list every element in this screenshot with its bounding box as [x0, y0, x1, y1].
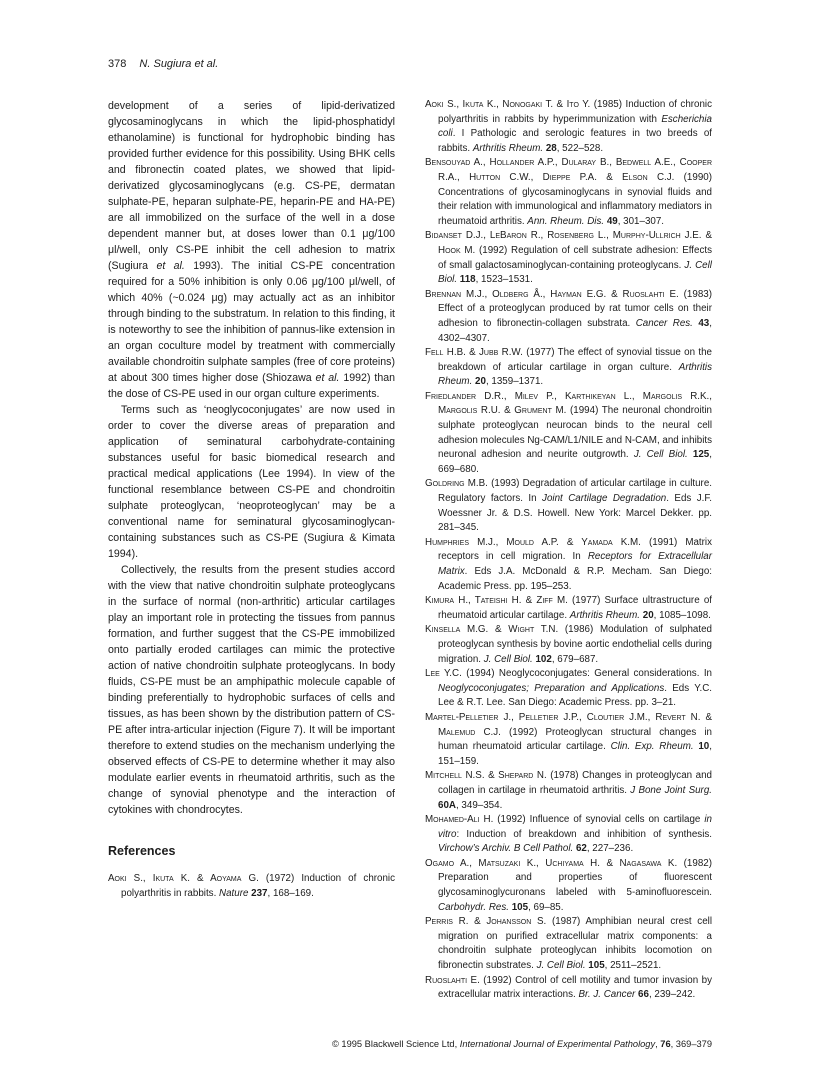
- reference-authors: Friedlander D.R., Milev P., Karthikeyan L., Margolis R.K., Margolis R.U. & Grument M.: [425, 390, 712, 417]
- reference-authors: Fell H.B. & Jubb R.W.: [425, 347, 527, 359]
- reference-item: Kinsella M.G. & Wight T.N. (1986) Modulation of sulphated proteoglycan synthesis by bovine aortic endothelial cells during migration. J. Cell Biol. 102, 679–687.: [425, 624, 712, 665]
- reference-authors: Aoki S., Ikuta K., Nonogaki T. & Ito Y.: [425, 99, 594, 110]
- reference-item: Perris R. & Johansson S. (1987) Amphibian neural crest cell migration on purified extracellular matrix components: a chondroitin sulphate proteoglycan inhibits locomotion on fibronectin substrates. J. Cell Biol. 105, 2511–2521.: [425, 916, 712, 972]
- reference-item: Friedlander D.R., Milev P., Karthikeyan L., Margolis R.K., Margolis R.U. & Grument M. (1994) The neuronal chondroitin sulphate proteoglycan neurocan binds to the neural cell adhesion molecules Ng-CAM/L1/NILE and N-CAM, and inhibits neuronal adhesion and neurite outgrowth. J. Cell Biol. 125, 669–680.: [425, 390, 712, 475]
- reference-item: Ruoslahti E. (1992) Control of cell motility and tumor invasion by extracellular matrix interactions. Br. J. Cancer 66, 239–242.: [425, 974, 712, 1001]
- body-paragraphs: [108, 98, 395, 818]
- reference-authors: Bidanset D.J., LeBaron R., Rosenberg L., Murphy-Ullrich J.E. & Hook M.: [425, 230, 712, 256]
- reference-authors: Perris R. & Johansson S.: [425, 916, 552, 928]
- reference-authors: Martel-Pelletier J., Pelletier J.P., Cloutier J.M., Revert N. & Malemud C.J.: [425, 711, 712, 738]
- reference-item: Kimura H., Tateishi H. & Ziff M. (1977) Surface ultrastructure of rheumatoid articular cartilage. Arthritis Rheum. 20, 1085–1098.: [425, 595, 712, 621]
- reference-item: Ogamo A., Matsuzaki K., Uchiyama H. & Nagasawa K. (1982) Preparation and properties of fluorescent glycosaminoglycuronans labeled with 5-aminofluorescein. Carbohydr. Res. 105, 69–85.: [425, 857, 712, 913]
- reference-item: Goldring M.B. (1993) Degradation of articular cartilage in culture. Regulatory factors. In Joint Cartilage Degradation. Eds J.F. Woessner Jr. & D.S. Howell. New York: Marcel Dekker. pp. 281–345.: [425, 478, 712, 534]
- reference-authors: Kimura H., Tateishi H. & Ziff M.: [425, 595, 573, 607]
- references-left: [108, 872, 395, 901]
- reference-item: Brennan M.J., Oldberg Å., Hayman E.G. & Ruoslahti E. (1983) Effect of a proteoglycan produced by rat tumor cells on their adhesion to fibronectin-collagen substrata. Cancer Res. 43, 4302–4307.: [425, 288, 712, 344]
- reference-authors: Ogamo A., Matsuzaki K., Uchiyama H. & Nagasawa K.: [425, 857, 684, 869]
- copyright-footer: © 1995 Blackwell Science Ltd, International Journal of Experimental Pathology, 76, 369–379: [331, 1039, 712, 1049]
- reference-authors: Bensouyad A., Hollander A.P., Dularay B., Bedwell A.E., Cooper R.A., Hutton C.W., Dieppe P.A. & Elson C.J.: [425, 157, 712, 183]
- right-column: [425, 98, 712, 1003]
- reference-item: Martel-Pelletier J., Pelletier J.P., Cloutier J.M., Revert N. & Malemud C.J. (1992) Proteoglycan structural changes in human rheumatoid articular cartilage. Clin. Exp. Rheum. 10, 151–159.: [425, 711, 712, 767]
- references-heading: References: [108, 844, 176, 858]
- reference-item: Bensouyad A., Hollander A.P., Dularay B., Bedwell A.E., Cooper R.A., Hutton C.W., Dieppe P.A. & Elson C.J. (1990) Concentrations of glycosaminoglycans in synovial fluids and their relation with immunological and inflammatory mediators in rheumatoid arthritis. Ann. Rheum. Dis. 49, 301–307.: [425, 157, 712, 227]
- reference-item: Mitchell N.S. & Shepard N. (1978) Changes in proteoglycan and collagen in cartilage in rheumatoid arthritis. J Bone Joint Surg. 60A, 349–354.: [425, 770, 712, 811]
- reference-item: Humphries M.J., Mould A.P. & Yamada K.M. (1991) Matrix receptors in cell migration. In Receptors for Extracellular Matrix. Eds J.A. McDonald & R.P. Mecham. San Diego: Academic Press. pp. 195–253.: [425, 536, 712, 592]
- body-paragraph: development of a series of lipid-derivatized glycosaminoglycans in which the lipid-phosphatidyl ethanolamine) is functional for hydrophobic binding has provided further evidence for this possibility. Using BHK cells and fibronectin coated plates, we showed that lipid-derivatized glycosaminoglycans (e.g. CS-PE, dermatan sulphate-PE, heparan sulphate-PE, heparin-PE and HA-PE) are all immobilized on the surface of the well in a dose dependent manner but, at doses lower than 0.1 μg/100 μl/well, only CS-PE inhibit the cell adhesion to matrix (Sugiura et al. 1993). The initial CS-PE concentration required for a 50% inhibition is only 0.06 μg/100 μl/well, of which 40% (~0.024 μg) may actually act as an inhibitor through binding to the substratum. In relation to this finding, it is noteworthy to see the inhibition of pannus-like extension in an organ coculture model by treatment with commercially available chondroitin sulphate samples (free of core proteins) at about 300 times higher dose (Shiozawa et al. 1992) than the dose of CS-PE used in our organ culture experiments.: [108, 100, 396, 400]
- reference-authors: Lee Y.C.: [425, 668, 467, 680]
- running-header: [108, 58, 712, 70]
- reference-authors: Humphries M.J., Mould A.P. & Yamada K.M.: [425, 536, 649, 548]
- body-paragraph: Collectively, the results from the present studies accord with the view that native chondroitin sulphate proteoglycans in the surface of normal (non-arthritic) articular cartilages play an important role in protecting the tissues from pannus formation, and further suggest that the CS-PE immobilized onto partially eroded cartilages can mimic the protective action of native chondroitin sulphate proteoglycans. In body fluids, CS-PE must be an amphipathic molecule capable of binding preferentially to hydrophobic surfaces of cells and tissues, as has been shown by the distribution pattern of CS-PE after intra-articular injection (Figure 7). It will be important therefore to extend studies on the mechanism underlying the observed effects of CS-PE to determine whether it may also modulate earlier events in rheumatoid arthritis, such as the change of synovial phenotype and the interaction of cytokines with chondrocytes.: [108, 564, 395, 816]
- reference-item: Lee Y.C. (1994) Neoglycoconjugates: General considerations. In Neoglycoconjugates; Preparation and Applications. Eds Y.C. Lee & R.T. Lee. San Diego: Academic Press. pp. 3–21.: [425, 668, 712, 709]
- left-column: [108, 98, 395, 1003]
- body-paragraph: Terms such as ‘neoglycoconjugates’ are now used in order to cover the diverse areas of preparation and application of seminatural carbohydrate-containing substances useful for basic biomedical research and practical medical applications (Lee 1994). In view of the functional resemblance between CS-PE and chondroitin sulphate proteoglycan, ‘neoproteoglycan’ may be a conventional name for seminatural glycosaminoglycan-containing substances such as CS-PE (Sugiura & Kimata 1994).: [108, 404, 395, 560]
- references-right: [425, 98, 712, 1003]
- reference-item: Mohamed-Ali H. (1992) Influence of synovial cells on cartilage in vitro: Induction of breakdown and inhibition of synthesis. Virchow’s Archiv. B Cell Pathol. 62, 227–236.: [425, 814, 712, 855]
- reference-authors: Aoki S., Ikuta K. & Aoyama G.: [108, 873, 266, 884]
- reference-item: Fell H.B. & Jubb R.W. (1977) The effect of synovial tissue on the breakdown of articular cartilage in organ culture. Arthritis Rheum. 20, 1359–1371.: [425, 347, 712, 388]
- running-title: N. Sugiura et al.: [139, 58, 219, 70]
- reference-authors: Ruoslahti E.: [425, 974, 484, 986]
- reference-item: Aoki S., Ikuta K. & Aoyama G. (1972) Induction of chronic polyarthritis in rabbits. Nature 237, 168–169.: [108, 873, 396, 899]
- reference-item: Aoki S., Ikuta K., Nonogaki T. & Ito Y. (1985) Induction of chronic polyarthritis in rabbits by hyperimmunization with Escherichia coli. I Pathologic and serologic features in two breeds of rabbits. Arthritis Rheum. 28, 522–528.: [425, 99, 713, 154]
- two-column-layout: [108, 98, 712, 1003]
- page-number: 378: [108, 58, 127, 70]
- reference-authors: Mitchell N.S. & Shepard N.: [425, 770, 551, 782]
- reference-authors: Mohamed-Ali H.: [425, 814, 498, 826]
- reference-item: Bidanset D.J., LeBaron R., Rosenberg L., Murphy-Ullrich J.E. & Hook M. (1992) Regulation of cell substrate adhesion: Effects of small galactosaminoglycan-containing proteoglycans. J. Cell Biol. 118, 1523–1531.: [425, 230, 712, 286]
- reference-authors: Kinsella M.G. & Wight T.N.: [425, 624, 565, 636]
- reference-authors: Goldring M.B.: [425, 478, 492, 490]
- reference-authors: Brennan M.J., Oldberg Å., Hayman E.G. & Ruoslahti E.: [425, 288, 684, 300]
